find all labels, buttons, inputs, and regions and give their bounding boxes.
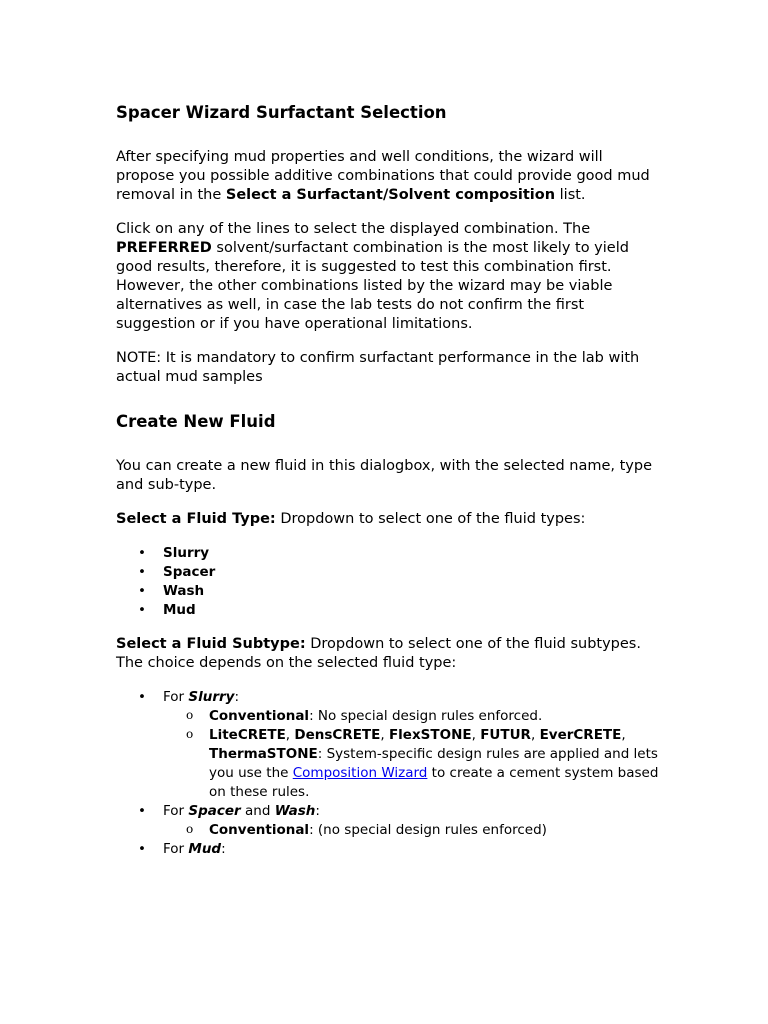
- list-item-fluid-type: • Mud: [116, 601, 661, 620]
- list-item-slurry: [116, 688, 661, 802]
- list-text: : System-specific design rules are applied and lets you use the: [209, 746, 658, 781]
- section-title-spacer-wizard: Spacer Wizard Surfactant Selection: [116, 103, 447, 122]
- list-text: For: [163, 841, 189, 857]
- bold-term-thermastone: ThermaSTONE: [209, 746, 318, 762]
- list-text: and: [240, 803, 275, 819]
- bold-label-fluid-type: Select a Fluid Type:: [116, 511, 276, 527]
- list-text: to create a cement system based on these rules.: [209, 765, 659, 800]
- paragraph-text: list.: [555, 187, 586, 203]
- list-text: :: [221, 841, 226, 857]
- paragraph-note: NOTE: It is mandatory to confirm surfactant performance in the lab with actual mud samples: [116, 350, 640, 385]
- document-page: [116, 102, 661, 859]
- italic-term-mud: Mud: [188, 841, 222, 857]
- paragraph-fluid-type: [116, 510, 661, 529]
- bold-label-fluid-subtype: Select a Fluid Subtype:: [116, 636, 306, 652]
- bold-term-flexstone: FlexSTONE: [388, 727, 472, 743]
- paragraph-text: Click on any of the lines to select the displayed combination. The: [116, 221, 591, 237]
- separator: ,: [380, 727, 389, 743]
- section-title-create-new-fluid: Create New Fluid: [116, 412, 276, 431]
- paragraph-preferred-combination: [116, 220, 661, 334]
- paragraph-wizard-intro: [116, 148, 661, 205]
- paragraph-text: Dropdown to select one of the fluid subtypes. The choice depends on the selected fluid type:: [116, 636, 641, 671]
- paragraph-fluid-subtype: [116, 635, 661, 673]
- list-text: : (no special design rules enforced): [309, 822, 547, 838]
- list-item-conventional: [163, 821, 661, 840]
- paragraph-create-intro: You can create a new fluid in this dialogbox, with the selected name, type and sub-type.: [116, 458, 653, 493]
- bold-term-conventional: Conventional: [209, 822, 310, 838]
- slurry-subtype-list: [163, 707, 661, 802]
- bold-term-futur: FUTUR: [480, 727, 531, 743]
- list-text: For: [163, 689, 189, 705]
- list-text: : No special design rules enforced.: [309, 708, 543, 724]
- list-item-fluid-type: • Spacer: [116, 563, 661, 582]
- separator: ,: [285, 727, 295, 743]
- list-item-fluid-type: • Slurry: [116, 544, 661, 563]
- fluid-subtype-list: [116, 688, 661, 859]
- separator: ,: [471, 727, 481, 743]
- bold-term-denscrete: DensCRETE: [294, 727, 381, 743]
- list-text: For: [163, 803, 189, 819]
- italic-term-wash: Wash: [274, 803, 316, 819]
- bold-term-conventional: Conventional: [209, 708, 310, 724]
- italic-term-slurry: Slurry: [188, 689, 235, 705]
- separator: ,: [530, 727, 540, 743]
- bold-term-surfactant-list: Select a Surfactant/Solvent composition: [225, 187, 556, 203]
- bold-term-preferred: PREFERRED: [116, 240, 212, 256]
- paragraph-text: solvent/surfactant combination is the most likely to yield good results, therefore, it is suggested to test this combination first. However, the other combinations listed by the wizard may be viable alternatives as well, in case the lab tests do not confirm the first suggestion or if you have operational limitations.: [116, 240, 629, 332]
- list-item-conventional: [163, 707, 661, 726]
- list-text: :: [315, 803, 320, 819]
- fluid-type-list: [116, 544, 661, 620]
- bold-term-evercrete: EverCRETE: [539, 727, 622, 743]
- separator: ,: [621, 727, 626, 743]
- italic-term-spacer: Spacer: [188, 803, 241, 819]
- list-item-fluid-type: • Wash: [116, 582, 661, 601]
- list-item-mud: [116, 840, 661, 859]
- composition-wizard-link[interactable]: Composition Wizard: [292, 765, 428, 781]
- list-item-systems: [163, 726, 661, 802]
- paragraph-text: Dropdown to select one of the fluid types:: [275, 511, 586, 527]
- paragraph-text: After specifying mud properties and well conditions, the wizard will propose you possible additive combinations that could provide good mud removal in the: [116, 149, 650, 203]
- spacer-wash-subtype-list: [163, 821, 661, 840]
- list-item-spacer-wash: [116, 802, 661, 840]
- list-text: :: [234, 689, 240, 705]
- bold-term-litecrete: LiteCRETE: [209, 727, 286, 743]
